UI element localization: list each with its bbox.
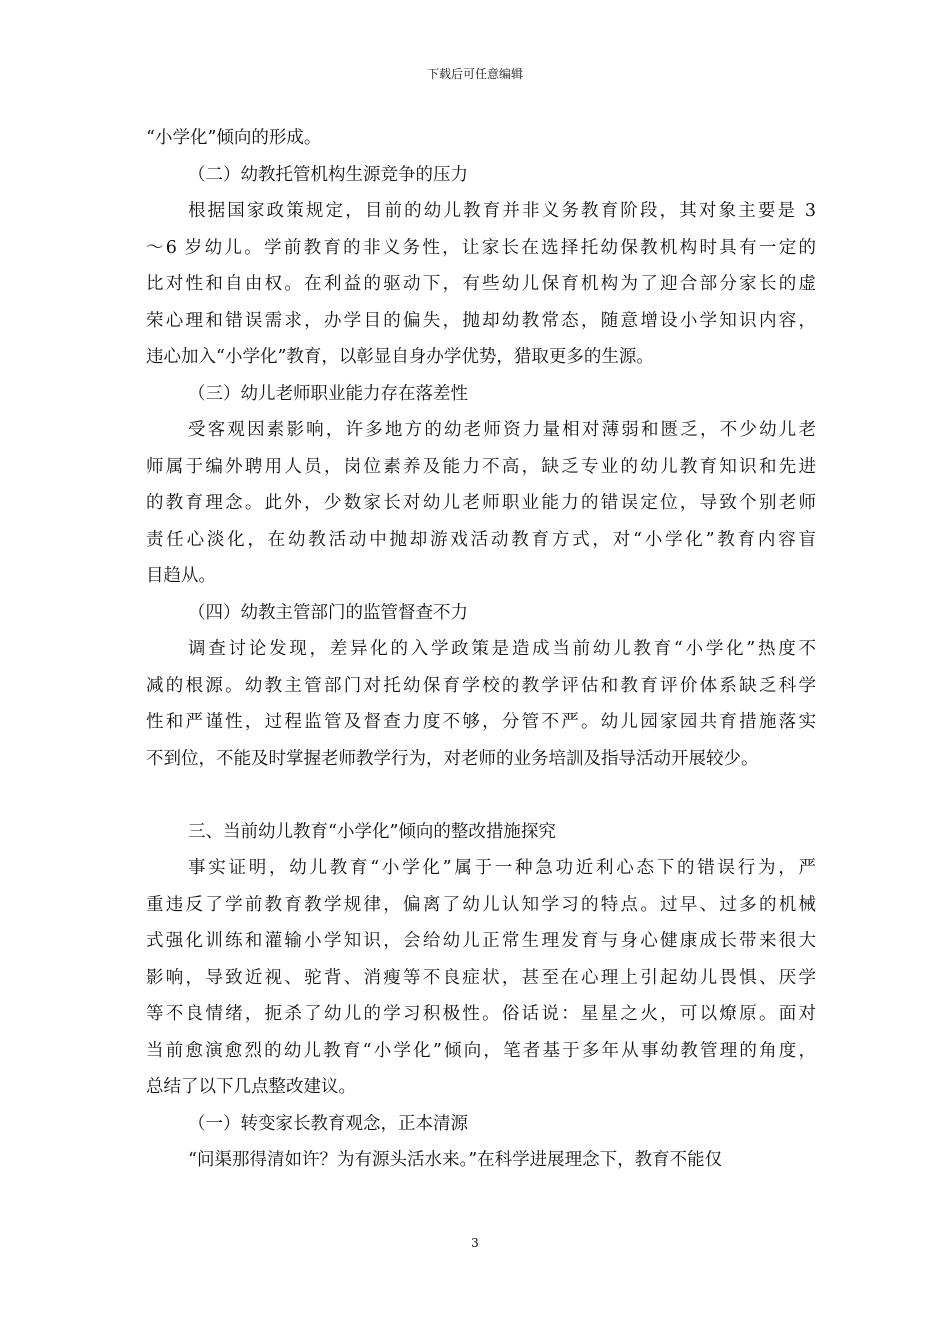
text-line: 比对性和自由权。在利益的驱动下，有些幼儿保育机构为了迎合部分家长的虚 [146, 274, 816, 294]
text-line: 重违反了学前教育教学规律，偏离了幼儿认知学习的特点。过早、过多的机械 [146, 894, 816, 915]
paragraph-gap [146, 777, 816, 814]
text-line: ～6 岁幼儿。学前教育的非义务性，让家长在选择托幼保教机构时具有一定的 [146, 237, 816, 258]
text-line: 影响，导致近视、驼背、消瘦等不良症状，甚至在心理上引起幼儿畏惧、厌学 [146, 967, 816, 988]
text-line: （一）转变家长教育观念，正本清源 [188, 1113, 468, 1134]
document-body [146, 120, 816, 1179]
text-line: （三）幼儿老师职业能力存在落差性 [188, 383, 468, 404]
text-line: （四）幼教主管部门的监管督查不力 [188, 602, 468, 623]
paragraph [146, 120, 816, 157]
section-heading [146, 376, 816, 413]
text-line: “问渠那得清如许？为有源头活水来。”在科学进展理念下，教育不能仅 [188, 1150, 723, 1170]
text-line: 事实证明，幼儿教育“小学化”属于一种急功近利心态下的错误行为，严 [188, 858, 816, 878]
text-line: 不到位，不能及时掌握老师教学行为，对老师的业务培訓及指导活动开展较少。 [146, 748, 759, 769]
text-line: 荣心理和错误需求，办学目的偏失，抛却幼教常态，随意增设小学知识内容， [146, 310, 816, 331]
text-line: 性和严谨性，过程监管及督查力度不够，分管不严。幼儿园家园共育措施落实 [146, 712, 816, 732]
text-line: 的教育理念。此外，少数家长对幼儿老师职业能力的错误定位，导致个别老师 [146, 493, 816, 513]
text-line: 三、当前幼儿教育“小学化”倾向的整改措施探究 [188, 821, 556, 842]
text-line: 违心加入“小学化”教育，以彰显自身办学优势，猎取更多的生源。 [146, 347, 654, 367]
text-line: 师属于编外聘用人员，岗位素养及能力不高，缺乏专业的幼儿教育知识和先进 [146, 456, 816, 477]
section-heading [146, 595, 816, 632]
text-line: 减的根源。幼教主管部门对托幼保育学校的教学评估和教育评价体系缺乏科学 [146, 675, 816, 696]
section-heading [146, 814, 816, 851]
paragraph [146, 850, 816, 1106]
text-line: 目趋从。 [146, 566, 216, 586]
text-line: 责任心淡化，在幼教活动中抛却游戏活动教育方式，对“小学化”教育内容盲 [146, 529, 816, 550]
text-line: （二）幼教托管机构生源竞争的压力 [188, 164, 468, 185]
text-line: 总结了以下几点整改建议。 [146, 1077, 356, 1097]
text-line: 调查讨论发现，差异化的入学政策是造成当前幼儿教育“小学化”热度不 [188, 639, 816, 659]
page-number: 3 [471, 1236, 479, 1250]
paragraph [146, 631, 816, 777]
page-header: 下载后可任意编辑 [426, 67, 523, 81]
text-line: 根据国家政策规定，目前的幼儿教育并非义务教育阶段，其对象主要是 3 [188, 201, 816, 221]
text-line: 当前愈演愈烈的幼儿教育“小学化”倾向，笔者基于多年从事幼教管理的角度， [146, 1040, 816, 1061]
text-line: “小学化”倾向的形成。 [146, 128, 322, 148]
text-line: 式强化训练和灌输小学知识，会给幼儿正常生理发育与身心健康成长带来很大 [146, 931, 816, 951]
section-heading [146, 157, 816, 194]
paragraph [146, 1142, 816, 1179]
text-line: 等不良情绪，扼杀了幼儿的学习积极性。俗话说：星星之火，可以燎原。面对 [146, 1004, 816, 1024]
paragraph [146, 412, 816, 595]
section-heading [146, 1106, 816, 1143]
text-line: 受客观因素影响，许多地方的幼老师资力量相对薄弱和匮乏，不少幼儿老 [188, 420, 816, 440]
paragraph [146, 193, 816, 376]
